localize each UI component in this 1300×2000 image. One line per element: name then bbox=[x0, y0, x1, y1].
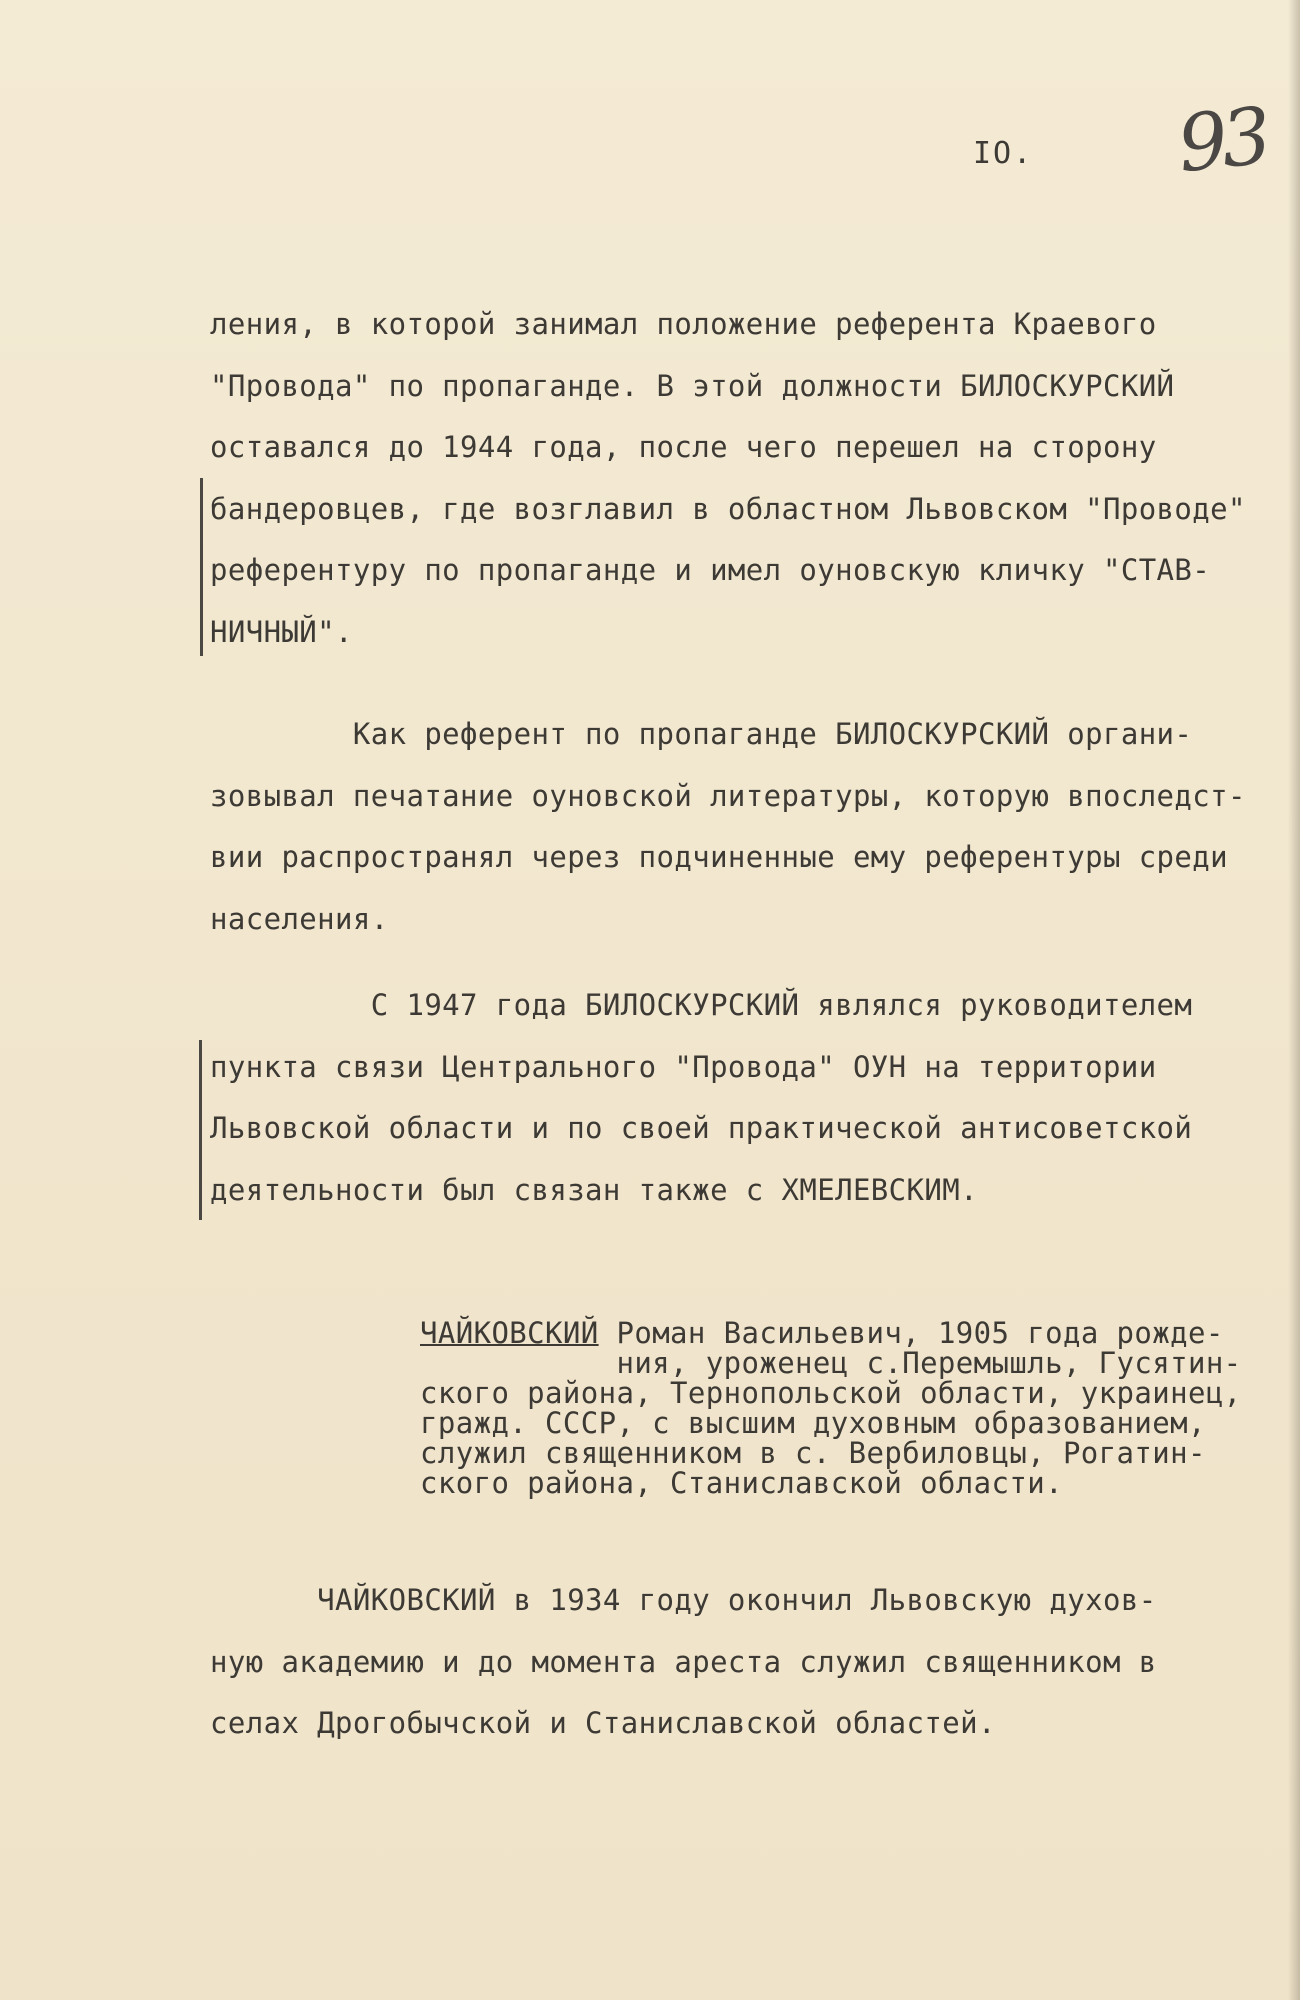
handwritten-archive-number: 93 bbox=[1173, 91, 1270, 191]
paragraph-chaikovsky-education: ЧАЙКОВСКИЙ в 1934 году окончил Львовскую духов- ную академию и до момента ареста служил священником в селах Дрогобычской и Станиславской областей. bbox=[210, 1583, 1157, 1740]
margin-mark-1 bbox=[200, 478, 203, 656]
page-edge-shadow bbox=[1288, 0, 1300, 2000]
margin-mark-2 bbox=[199, 1040, 202, 1220]
person-surname: ЧАЙКОВСКИЙ bbox=[420, 1316, 599, 1350]
person-details: Роман Васильевич, 1905 года рожде- ния, уроженец с.Перемышль, Гусятин- ского района, Тернопольской области, украинец, гражд. СССР, с высшим духовным образованием, служил священником в с. Вербиловцы, Рогатин- ского района, Станиславской области. bbox=[420, 1316, 1242, 1500]
paragraph-biloskursky-propaganda: Как референт по пропаганде БИЛОСКУРСКИЙ органи- зовывал печатание оуновской литературы, которую впоследст- вии распространял через подчиненные ему референтуры среди населения. bbox=[210, 717, 1246, 936]
page-number: IO. bbox=[973, 136, 1034, 171]
paragraph-biloskursky-position: ления, в которой занимал положение референта Краевого "Провода" по пропаганде. В этой должности БИЛОСКУРСКИЙ оставался до 1944 года, после чего перешел на сторону бандеровцев, где возглавил в областном Львовском "Проводе" референтуру по пропаганде и имел оуновскую кличку "СТАВ- НИЧНЫЙ". bbox=[210, 307, 1246, 649]
paragraph-biloskursky-1947: С 1947 года БИЛОСКУРСКИЙ являлся руководителем пункта связи Центрального "Провода" ОУН на территории Львовской области и по своей практической антисоветской деятельности был связан также с ХМЕЛЕВСКИМ. bbox=[210, 988, 1193, 1207]
person-entry-chaikovsky bbox=[420, 1318, 1242, 1498]
